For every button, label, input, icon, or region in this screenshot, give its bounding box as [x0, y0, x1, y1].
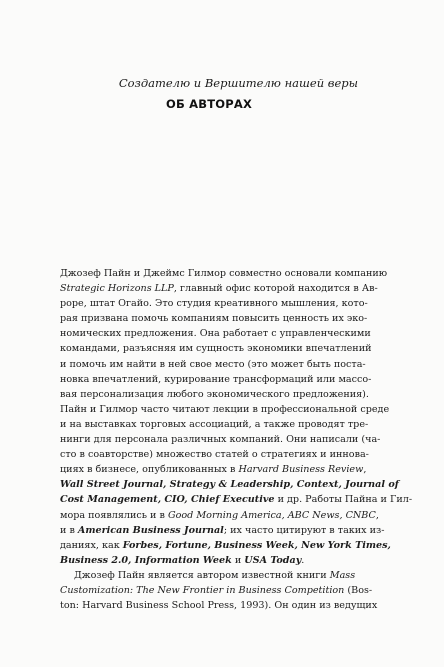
emphasis-text: American Business Journal [77, 524, 224, 536]
text-line [60, 462, 394, 477]
text-line [60, 477, 399, 492]
emphasis-text: Customization: The New Frontier in Business Competition [60, 584, 345, 596]
text-line [60, 311, 394, 326]
text-segment: и [231, 554, 245, 566]
emphasis-text: Business 2.0, Information Week [60, 554, 232, 566]
text-line [60, 492, 413, 507]
text-segment: , [363, 464, 367, 476]
text-line [60, 357, 394, 372]
text-segment: . [301, 554, 305, 566]
text-line [60, 296, 394, 311]
text-line [60, 583, 394, 598]
text-line [60, 508, 394, 523]
text-segment: Джозеф Пайн является автором известной книги [74, 569, 330, 581]
text-segment: мора появлялись и в [60, 509, 168, 521]
text-segment: и в [60, 524, 78, 536]
text-segment: нинги для персонала различных компаний. Они написали (ча- [60, 434, 381, 446]
text-segment: , главный офис которой находится в Ав- [173, 283, 378, 295]
text-segment: циях в бизнесе, опубликованных в [60, 464, 239, 476]
text-line [60, 341, 394, 356]
text-segment: номических предложения. Она работает с управленческими [60, 328, 371, 340]
text-segment: вая персонализация любого экономического предложения). [60, 388, 369, 400]
emphasis-text: Mass [329, 569, 356, 581]
section-title: ОБ АВТОРАХ [166, 97, 253, 111]
text-line [60, 417, 394, 432]
emphasis-text: Harvard Business Review [238, 464, 364, 476]
text-segment: командами, разъясняя им сущность экономики впечатлений [60, 343, 372, 355]
emphasis-text: USA Today [244, 554, 302, 566]
text-segment: (Bos- [344, 584, 373, 596]
text-segment: , [375, 509, 379, 521]
text-line [60, 598, 394, 613]
dedication: Создателю и Вершителю нашей веры [118, 76, 358, 90]
text-segment: ton: Harvard Business School Press, 1993). Он один из ведущих [60, 600, 378, 612]
text-segment: новка впечатлений, курирование трансформаций или массо- [60, 373, 372, 385]
text-line [60, 372, 394, 387]
text-line [60, 326, 394, 341]
text-line [60, 553, 394, 568]
text-segment: даниях, как [60, 539, 123, 551]
text-segment: и др. Работы Пайна и Гил- [274, 494, 413, 506]
emphasis-text: Good Morning America, ABC News, CNBC [167, 509, 376, 521]
text-segment: и на выставках торговых ассоциаций, а также проводят тре- [60, 418, 369, 430]
text-line [60, 568, 394, 583]
body-text [60, 266, 413, 613]
text-segment: Джозеф Пайн и Джеймс Гилмор совместно основали компанию [60, 268, 388, 279]
text-line [60, 538, 394, 553]
text-line [60, 402, 394, 417]
text-segment: ; их часто цитируют в таких из- [223, 524, 385, 536]
text-segment: сто в соавторстве) множество статей о стратегиях и иннова- [60, 449, 369, 461]
emphasis-text: Strategic Horizons LLP [60, 283, 174, 295]
text-line [60, 281, 394, 296]
text-segment: Пайн и Гилмор часто читают лекции в профессиональной среде [60, 403, 390, 415]
text-segment: и помочь им найти в ней свое место (это может быть поста- [60, 358, 366, 370]
text-segment: рая призвана помочь компаниям повысить ценность их эко- [60, 313, 368, 325]
text-line [60, 523, 394, 538]
text-segment: роре, штат Огайо. Это студия креативного мышления, кото- [60, 298, 368, 310]
text-line [60, 387, 394, 402]
text-line [60, 447, 394, 462]
emphasis-text: Cost Management, CIO, Chief Executive [60, 494, 275, 506]
text-line [60, 432, 394, 447]
text-line [60, 266, 394, 281]
emphasis-text: Forbes, Fortune, Business Week, New York Times, [122, 539, 391, 551]
emphasis-text: Wall Street Journal, Strategy & Leadership, Context, Journal of [60, 479, 399, 491]
